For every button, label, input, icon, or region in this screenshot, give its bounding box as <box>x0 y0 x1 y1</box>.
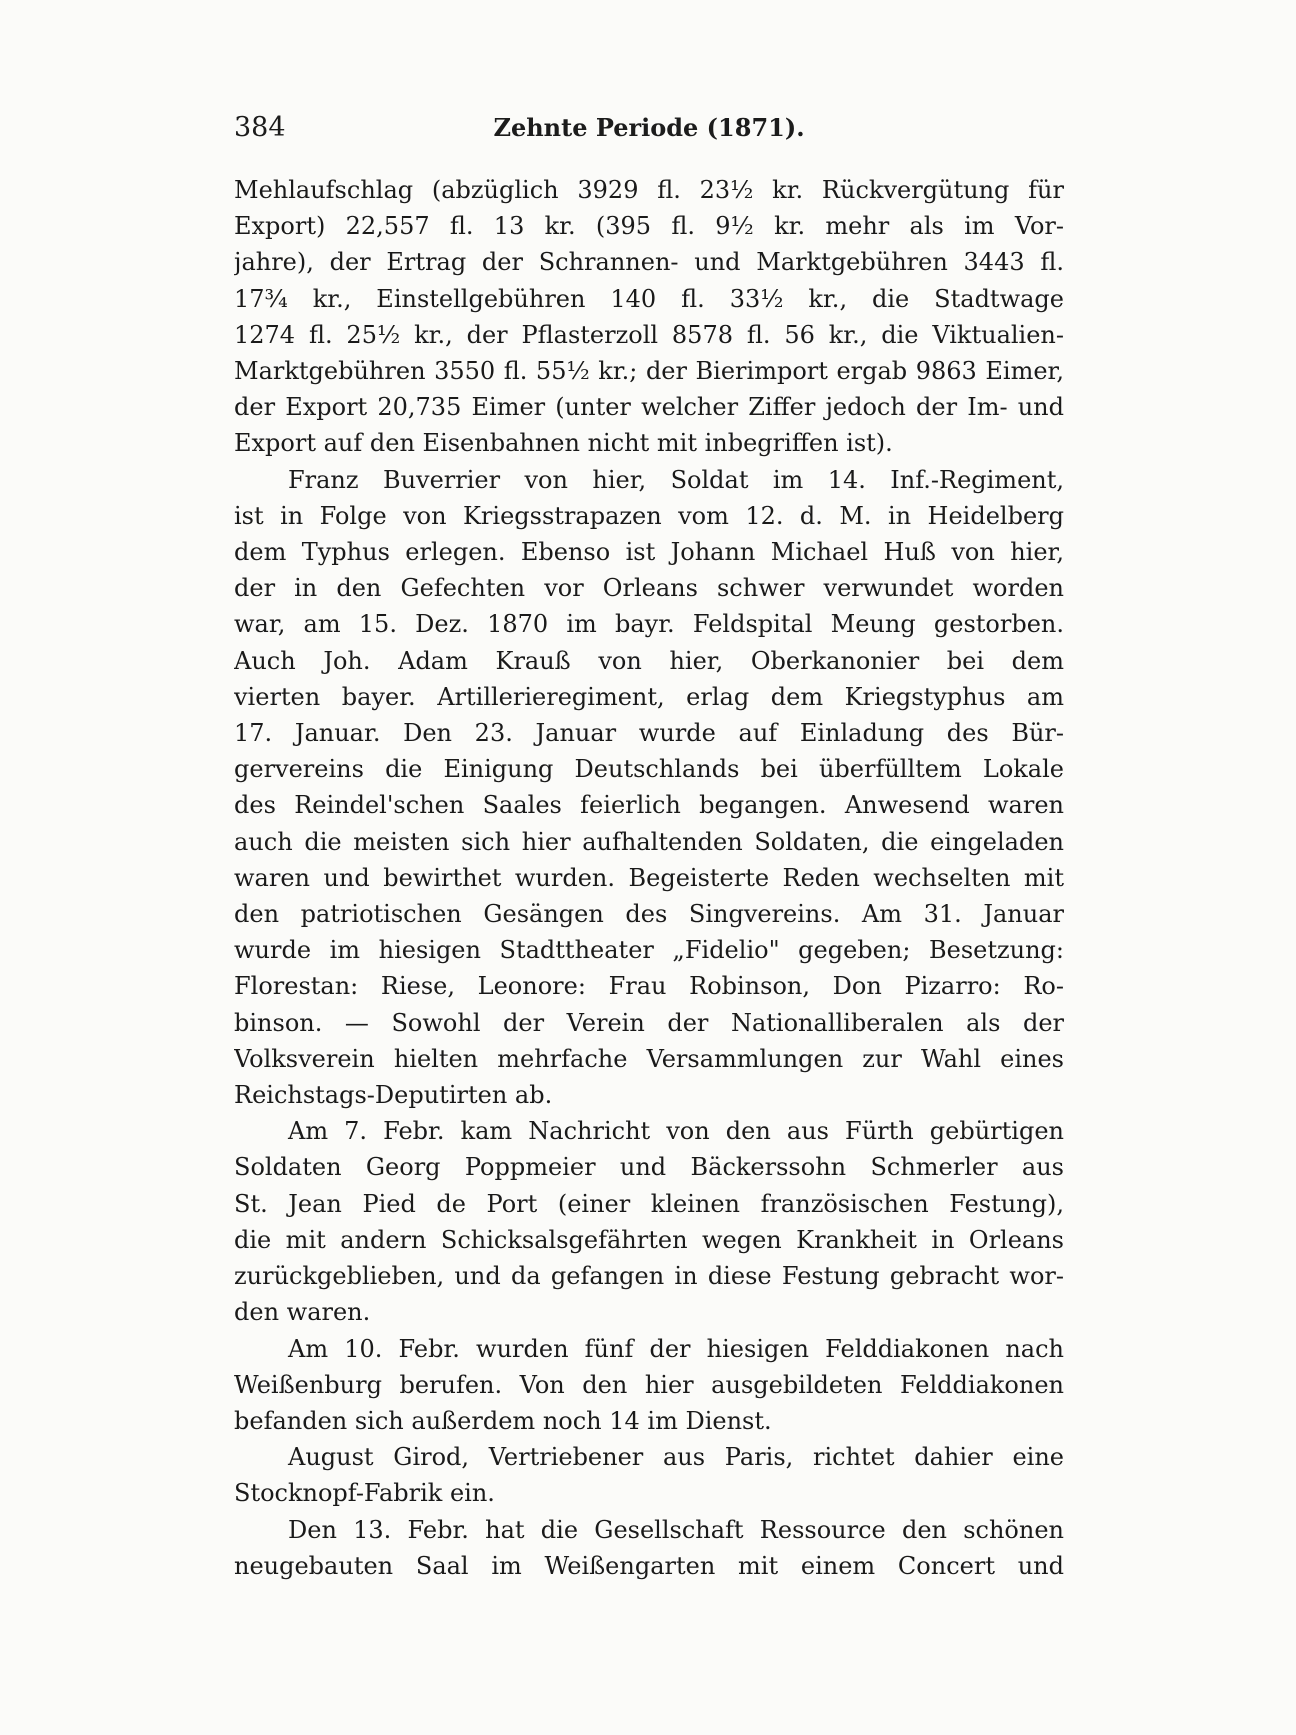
text-line: jahre), der Ertrag der Schrannen- und Marktgebühren 3443 fl. <box>234 248 1064 277</box>
paragraph <box>234 172 1064 462</box>
text-line: die mit andern Schicksalsgefährten wegen Krankheit in Orleans <box>234 1225 1064 1254</box>
text-line: Florestan: Riese, Leonore: Frau Robinson, Don Pizarro: Ro- <box>234 972 1064 1001</box>
text-line: Export auf den Eisenbahnen nicht mit inbegriffen ist). <box>234 429 893 458</box>
text-line: vierten bayer. Artillerieregiment, erlag dem Kriegstyphus am <box>234 682 1064 711</box>
text-line: Am 7. Febr. kam Nachricht von den aus Fürth gebürtigen <box>288 1117 1064 1146</box>
text-line: auch die meisten sich hier aufhaltenden Soldaten, die eingeladen <box>234 827 1064 856</box>
text-line: Soldaten Georg Poppmeier und Bäckerssohn Schmerler aus <box>234 1153 1064 1182</box>
text-line: 1274 fl. 25½ kr., der Pflasterzoll 8578 fl. 56 kr., die Viktualien- <box>234 320 1064 349</box>
text-line: Stocknopf-Fabrik ein. <box>234 1479 495 1508</box>
text-line: den patriotischen Gesängen des Singvereins. Am 31. Januar <box>234 900 1064 929</box>
body-text <box>234 172 1064 1584</box>
text-line: der Export 20,735 Eimer (unter welcher Ziffer jedoch der Im- und <box>234 393 1064 422</box>
text-line: der in den Gefechten vor Orleans schwer verwundet worden <box>234 574 1064 603</box>
text-line: war, am 15. Dez. 1870 im bayr. Feldspital Meung gestorben. <box>234 610 1064 639</box>
text-line: Weißenburg berufen. Von den hier ausgebildeten Felddiakonen <box>234 1370 1064 1399</box>
text-line: 17¾ kr., Einstellgebühren 140 fl. 33½ kr., die Stadtwage <box>234 284 1064 313</box>
text-line: Marktgebühren 3550 fl. 55½ kr.; der Bierimport ergab 9863 Eimer, <box>234 357 1064 386</box>
running-title: Zehnte Periode (1871). <box>493 113 805 142</box>
paragraph <box>234 1512 1064 1584</box>
text-line: wurde im hiesigen Stadttheater „Fidelio" gegeben; Besetzung: <box>234 936 1064 965</box>
text-line: neugebauten Saal im Weißengarten mit einem Concert und <box>234 1551 1064 1580</box>
text-line: Export) 22,557 fl. 13 kr. (395 fl. 9½ kr. mehr als im Vor- <box>234 212 1064 241</box>
text-line: des Reindel'schen Saales feierlich begangen. Anwesend waren <box>234 791 1064 820</box>
text-line: Den 13. Febr. hat die Gesellschaft Ressource den schönen <box>288 1515 1064 1544</box>
text-line: Auch Joh. Adam Krauß von hier, Oberkanonier bei dem <box>234 646 1064 675</box>
text-line: Am 10. Febr. wurden fünf der hiesigen Felddiakonen nach <box>288 1334 1064 1363</box>
text-line: August Girod, Vertriebener aus Paris, richtet dahier eine <box>288 1443 1064 1472</box>
text-line: zurückgeblieben, und da gefangen in diese Festung gebracht wor- <box>234 1262 1064 1291</box>
text-line: St. Jean Pied de Port (einer kleinen französischen Festung), <box>234 1189 1064 1218</box>
page-number: 384 <box>234 112 286 143</box>
text-line: ist in Folge von Kriegsstrapazen vom 12. d. M. in Heidelberg <box>234 501 1064 530</box>
text-line: dem Typhus erlegen. Ebenso ist Johann Michael Huß von hier, <box>234 538 1064 567</box>
text-line: Franz Buverrier von hier, Soldat im 14. Inf.-Regiment, <box>288 465 1064 494</box>
text-line: binson. — Sowohl der Verein der Nationalliberalen als der <box>234 1008 1064 1037</box>
text-line: Volksverein hielten mehrfache Versammlungen zur Wahl eines <box>234 1044 1064 1073</box>
text-line: gervereins die Einigung Deutschlands bei überfülltem Lokale <box>234 755 1064 784</box>
text-line: waren und bewirthet wurden. Begeisterte Reden wechselten mit <box>234 863 1064 892</box>
text-line: den waren. <box>234 1298 371 1327</box>
paragraph <box>234 1113 1064 1330</box>
paragraph <box>234 462 1064 1114</box>
text-line: Reichstags-Deputirten ab. <box>234 1081 553 1110</box>
text-line: befanden sich außerdem noch 14 im Dienst. <box>234 1406 772 1435</box>
page-header <box>234 108 1064 148</box>
text-line: 17. Januar. Den 23. Januar wurde auf Einladung des Bür- <box>234 719 1064 748</box>
text-line: Mehlaufschlag (abzüglich 3929 fl. 23½ kr. Rückvergütung für <box>234 176 1064 204</box>
paragraph <box>234 1439 1064 1511</box>
paragraph <box>234 1331 1064 1440</box>
